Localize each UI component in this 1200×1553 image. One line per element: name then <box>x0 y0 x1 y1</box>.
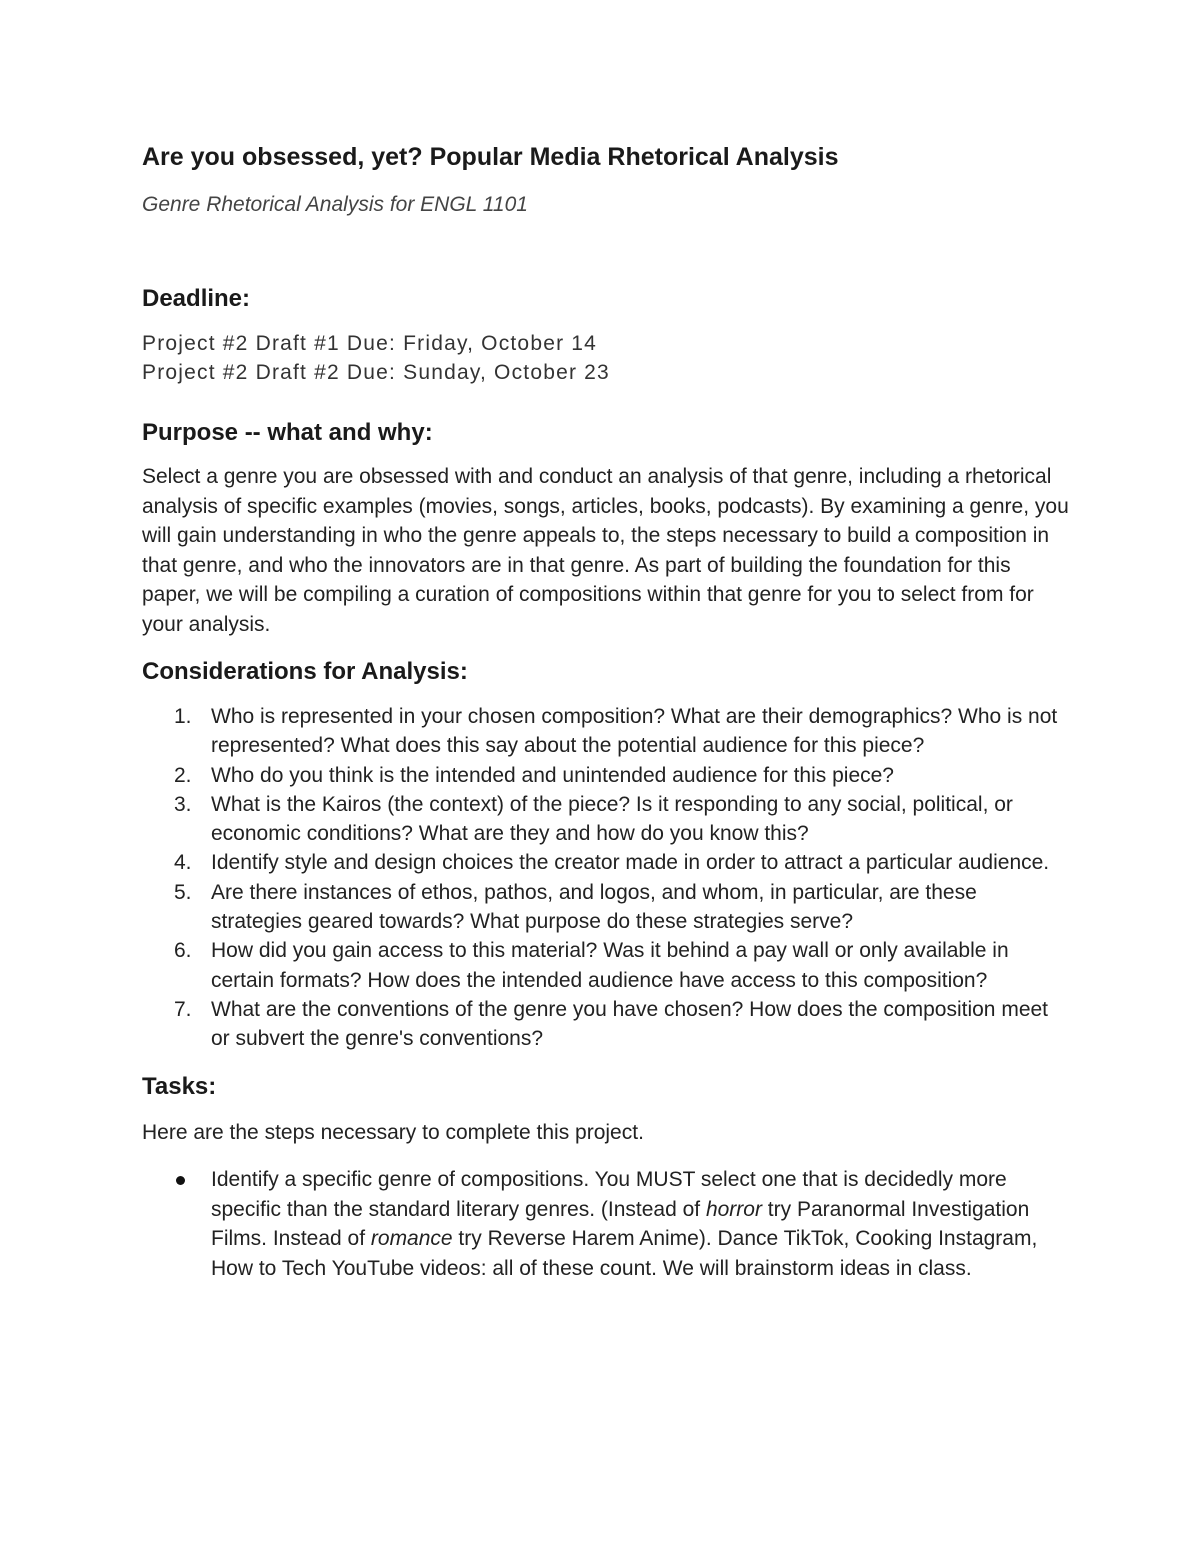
list-number: 1. <box>174 705 192 728</box>
list-item <box>142 936 1072 995</box>
document-subtitle: Genre Rhetorical Analysis for ENGL 1101 <box>142 193 528 216</box>
considerations-heading: Considerations for Analysis: <box>142 658 468 685</box>
task-text: try Reverse Harem Anime). Dance TikTok, Cooking Instagram, How to Tech YouTube videos: all of these count. We will brainstorm ideas in class. <box>211 1227 1038 1280</box>
list-number: 3. <box>174 792 192 816</box>
list-item <box>142 1165 1072 1283</box>
list-item <box>142 848 1072 877</box>
list-item-text: Who do you think is the intended and unintended audience for this piece? <box>211 763 894 787</box>
task-text: Identify a specific genre of compositions. You MUST select one that is decidedly more specific than the standard literary genres. (Instead of <box>211 1168 1007 1221</box>
list-item-text: What are the conventions of the genre you have chosen? How does the composition meet or subvert the genre's conventions? <box>211 997 1049 1051</box>
list-item-text: Are there instances of ethos, pathos, and logos, and whom, in particular, are these strategies geared towards? What purpose do these strategies serve? <box>211 880 977 934</box>
tasks-intro: Here are the steps necessary to complete this project. <box>142 1120 644 1144</box>
purpose-paragraph: Select a genre you are obsessed with and conduct an analysis of that genre, including a rhetorical analysis of specific examples (movies, songs, articles, books, podcasts). By examining a genre, you will gain understanding in who the genre appeals to, the steps necessary to build a composition in that genre, and who the innovators are in that genre. As part of building the foundation for this paper, we will be compiling a curation of compositions within that genre for you to select from for your analysis. <box>142 465 1069 636</box>
document-title: Are you obsessed, yet? Popular Media Rhetorical Analysis <box>142 143 839 171</box>
list-item <box>142 702 1072 761</box>
list-item <box>142 761 1072 790</box>
considerations-list <box>142 702 1072 1054</box>
document-page <box>142 140 1072 1283</box>
list-number: 7. <box>174 997 192 1021</box>
task-text: try Paranormal Investigation Films. Instead of <box>211 1197 1030 1251</box>
list-item <box>142 790 1072 849</box>
task-emphasis: horror <box>705 1197 762 1221</box>
list-number: 2. <box>174 763 192 787</box>
list-item-text: What is the Kairos (the context) of the piece? Is it responding to any social, political, or economic conditions? What are they and how do you know this? <box>211 792 1013 846</box>
list-number: 6. <box>174 939 192 963</box>
bullet-icon <box>176 1176 185 1185</box>
deadline-list <box>142 329 1072 387</box>
list-item-text: Identify style and design choices the creator made in order to attract a particular audience. <box>211 851 1050 875</box>
tasks-list <box>142 1165 1072 1283</box>
task-emphasis: romance <box>370 1227 453 1251</box>
list-item-text: How did you gain access to this material? Was it behind a pay wall or only available in certain formats? How does the intended audience have access to this composition? <box>211 939 1009 992</box>
tasks-heading: Tasks: <box>142 1072 217 1100</box>
deadline-heading: Deadline: <box>142 285 251 312</box>
list-item-text: Who is represented in your chosen composition? What are their demographics? Who is not represented? What does this say about the potential audience for this piece? <box>211 705 1058 758</box>
purpose-heading: Purpose -- what and why: <box>142 419 433 446</box>
deadline-line: Project #2 Draft #2 Due: Sunday, October 23 <box>142 361 610 384</box>
list-number: 5. <box>174 880 192 904</box>
list-number: 4. <box>174 851 192 875</box>
list-item <box>142 995 1072 1054</box>
deadline-line: Project #2 Draft #1 Due: Friday, October 14 <box>142 332 598 355</box>
list-item <box>142 878 1072 937</box>
